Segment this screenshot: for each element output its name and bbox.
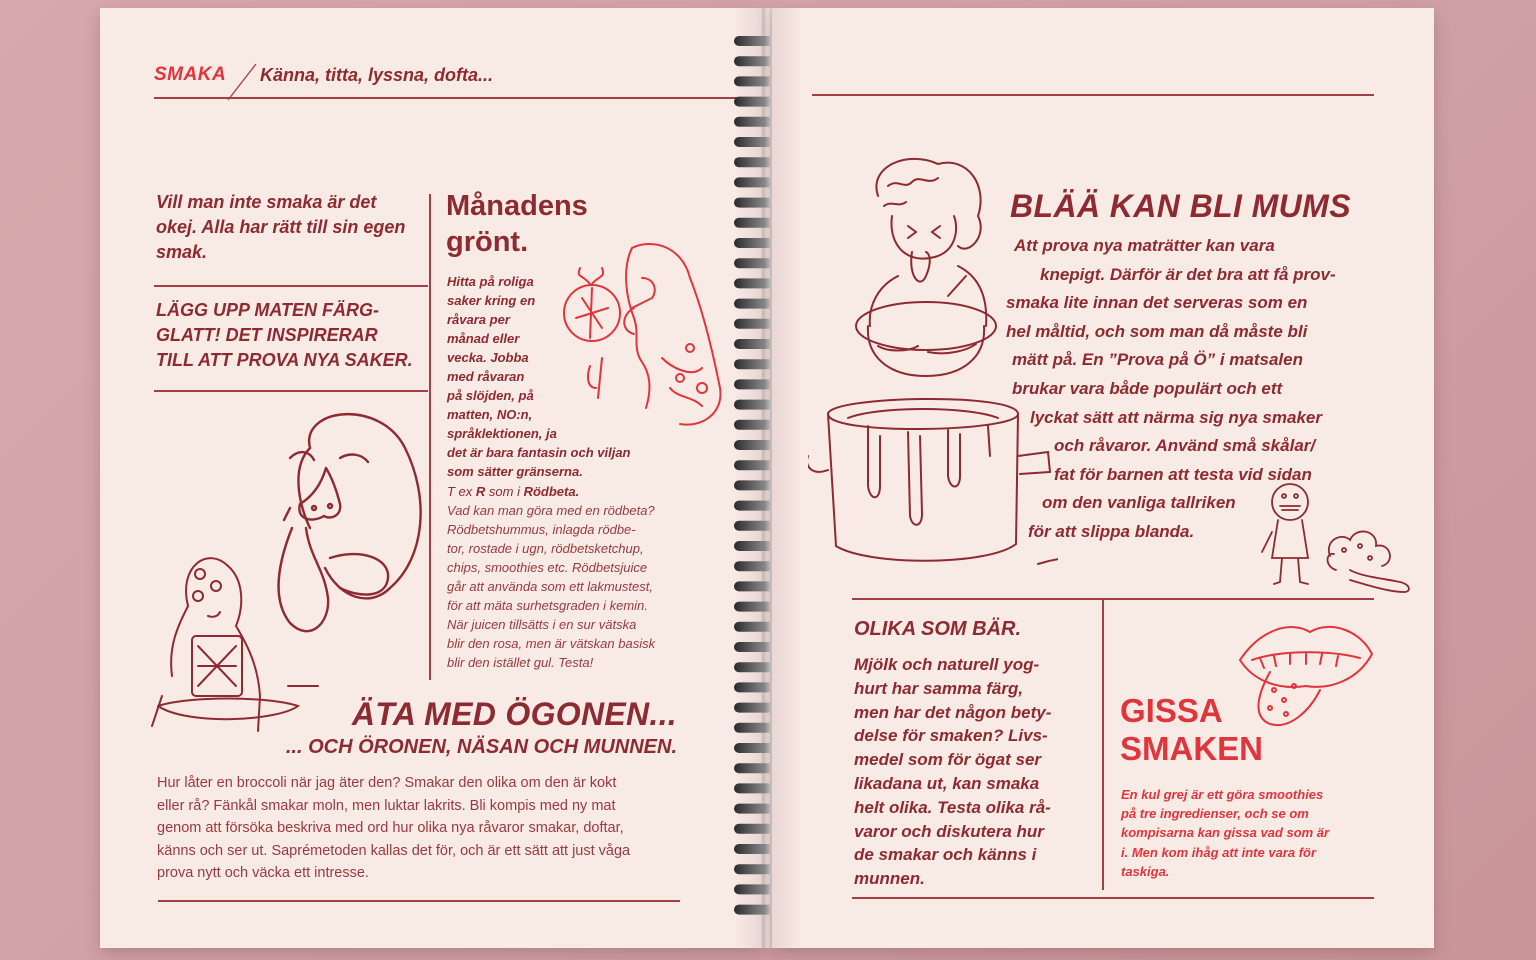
intro-rule: [154, 285, 428, 287]
header-slash: [226, 62, 262, 102]
left-page: [100, 8, 764, 948]
monthly-body: Vad kan man göra med en rödbeta? Rödbetshummus, inlagda rödbe- tor, rostade i ugn, rödbetsketchup, chips, smoothies etc. Rödbetsjuice går att använda som ett lakmustest, för att mäta surhetsgraden i kemin. När juicen tillsätts i en sur vätska blir den rosa, men är vätskan basisk blir den istället gul. Testa!: [447, 503, 656, 670]
eyes-body: Hur låter en broccoli när jag äter den? Smakar den olika om den är kokt eller rå? Fänkål smakar moln, men luktar lakrits. Bli kompis med ny mat genom att försöka beskriva med ord hur olika nya råvaror smakar, doftar, känns och ser ut. Saprémetoden kallas det för, och är ett sätt att just våga prova nytt och väcka ett intresse.: [157, 775, 631, 881]
right-column-divider: [1102, 600, 1104, 890]
bottom-rule-left: [158, 900, 680, 902]
three-eyed-child-drawing: [148, 546, 338, 741]
child-with-pot-drawing: [808, 156, 1058, 586]
header-rule: [154, 97, 764, 99]
eyes-subtitle: ... OCH ÖRONEN, NÄSAN OCH MUNNEN.: [285, 736, 677, 758]
girl-eating-apple-drawing: [562, 238, 732, 438]
blaa-title: BLÄÄ KAN BLI MUMS: [1010, 188, 1351, 224]
monthly-bold-text: Hitta på roliga saker kring en råvara per månad eller vecka. Jobba med råvaran på slöjden, på matten, NO:n, språklektionen, ja det är bara fantasin och viljan som sätter gränserna.: [447, 274, 631, 479]
eyes-title: ÄTA MED ÖGONEN...: [351, 696, 677, 732]
monthly-title: Månadens grönt.: [446, 190, 588, 258]
tip-rule: [154, 390, 428, 392]
berries-body: Mjölk och naturell yog- hurt har samma färg, men har det någon bety- delse för smaken? Livs- medel som för ögat ser likadana ut, kan smaka helt olika. Testa olika rå- varor och diskutera hur de smakar och känns i munnen.: [854, 655, 1052, 889]
tip-text: LÄGG UPP MATEN FÄRG- GLATT! DET INSPIRERAR TILL ATT PROVA NYA SAKER.: [156, 300, 413, 370]
guess-title: GISSA SMAKEN: [1120, 692, 1264, 767]
monthly-example: T ex R som i Rödbeta.: [447, 484, 580, 499]
guess-body: En kul grej är ett göra smoothies på tre ingredienser, och se om kompisarna kan gissa vad som är i. Men kom ihåg att inte vara för taskiga.: [1121, 787, 1330, 879]
broccoli-drawing: [1320, 526, 1420, 596]
right-page: [772, 8, 1434, 948]
header-rule-right: [812, 94, 1374, 96]
header-subtitle: Känna, titta, lyssna, dofta...: [260, 65, 494, 85]
blaa-body: Att prova nya maträtter kan vara knepigt. Därför är det bra att få prov- smaka lite innan det serveras som en hel måltid, och som man då måste bli mätt på. En ”Prova på Ö” i matsalen brukar vara både populärt och ett lyckat sätt att närma sig nya smaker och råvaror. Använd små skålar/ fat för barnen att testa vid sidan om den vanliga tallriken för att slippa blanda.: [1006, 236, 1336, 541]
mid-rule-right: [852, 598, 1374, 600]
section-label: SMAKA: [154, 64, 227, 85]
berries-title: OLIKA SOM BÄR.: [854, 618, 1022, 640]
intro-text: Vill man inte smaka är det okej. Alla har rätt till sin egen smak.: [156, 192, 406, 262]
bottom-rule-right: [852, 897, 1374, 899]
